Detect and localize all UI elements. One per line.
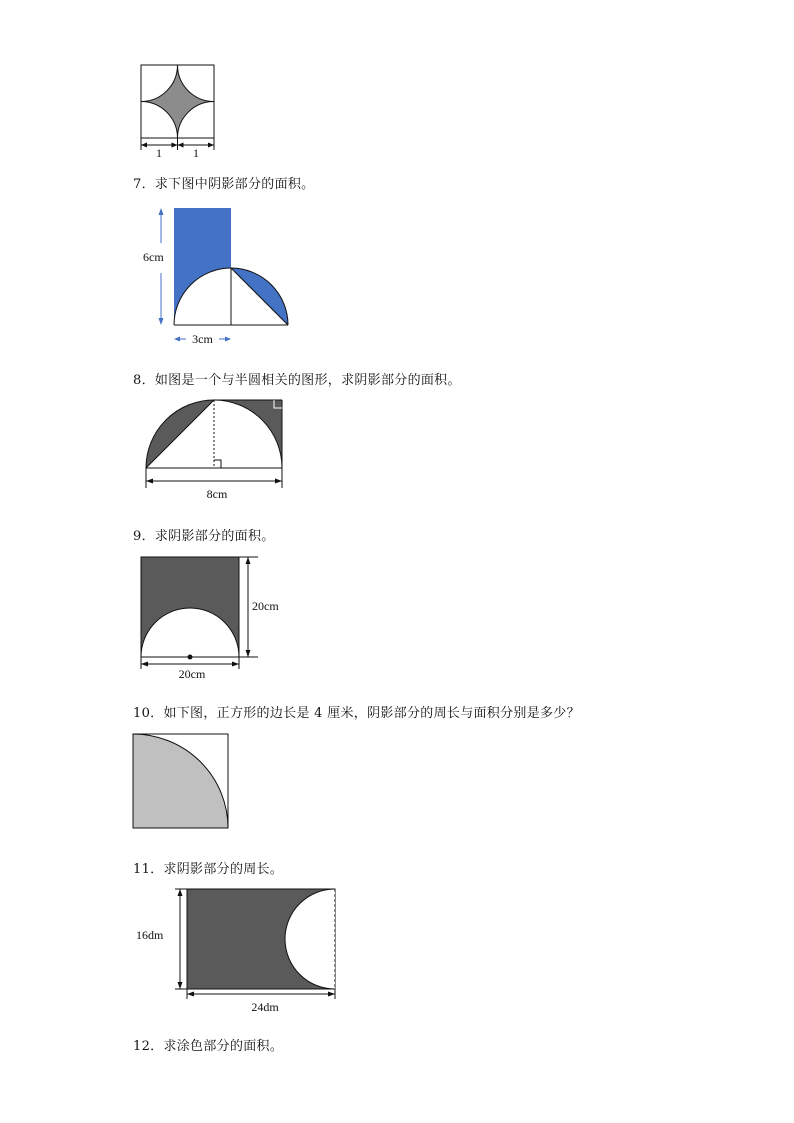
question-7: 7．求下图中阴影部分的面积。 xyxy=(133,177,315,192)
question-12: 12．求涂色部分的面积。 xyxy=(133,1039,284,1054)
fig9-width-label: 20cm xyxy=(178,667,206,681)
question-8: 8．如图是一个与半圆相关的图形，求阴影部分的面积。 xyxy=(133,373,461,388)
figure-8 xyxy=(0,392,794,502)
figure-6-star-square xyxy=(0,0,794,170)
figure-9 xyxy=(0,550,794,680)
fig8-width-label: 8cm xyxy=(206,487,228,501)
figure-10 xyxy=(0,730,794,830)
fig6-label-right: 1 xyxy=(193,146,199,160)
fig7-width-label: 3cm xyxy=(192,332,213,346)
question-10: 10．如下图，正方形的边长是 4 厘米，阴影部分的周长与面积分别是多少？ xyxy=(133,706,580,721)
fig6-label-left: 1 xyxy=(156,146,162,160)
figure-11 xyxy=(0,885,794,1015)
fig11-width-label: 24dm xyxy=(251,1000,279,1014)
question-9: 9．求阴影部分的面积。 xyxy=(133,529,275,544)
fig7-height-label: 6cm xyxy=(143,250,164,264)
question-11: 11．求阴影部分的周长。 xyxy=(133,862,284,877)
fig11-height-label: 16dm xyxy=(136,928,164,942)
figure-7 xyxy=(0,195,794,355)
fig9-height-label: 20cm xyxy=(252,599,279,613)
